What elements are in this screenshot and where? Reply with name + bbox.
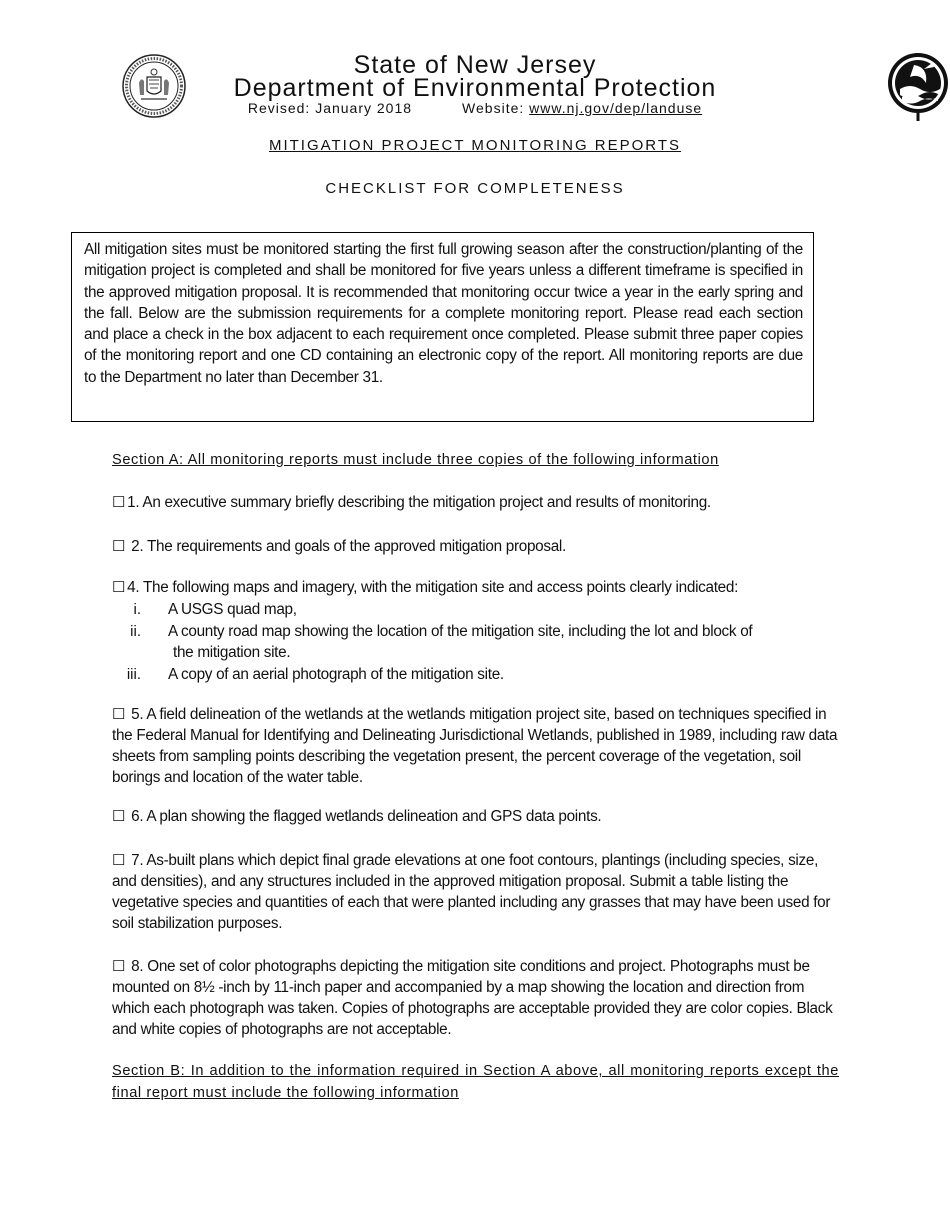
checkbox[interactable]: ☐ — [112, 494, 126, 511]
header-state: State of New Jersey — [353, 51, 597, 79]
subitem-text: A county road map showing the location of the mitigation site, including the lot and block of — [168, 623, 753, 640]
checklist-item-5 — [112, 704, 839, 788]
checklist-item-1 — [112, 492, 839, 513]
item-text: 4. The following maps and imagery, with the mitigation site and access points clearly indicated: — [127, 579, 739, 596]
header-department: Department of Environmental Protection — [233, 74, 717, 102]
document-title: MITIGATION PROJECT MONITORING REPORTS — [268, 137, 682, 154]
subitem-number: i. — [133, 601, 141, 618]
checkbox[interactable]: ☐ — [112, 808, 126, 825]
document-subtitle: CHECKLIST FOR COMPLETENESS — [325, 180, 625, 197]
header-meta — [190, 99, 760, 117]
intro-box: All mitigation sites must be monitored starting the first full growing season after the construction/planting of the mitigation project is completed and shall be monitored for five years unless a different timeframe is specified in the approved mitigation proposal. It is recommended that monitoring occur twice a year in the early spring and the fall. Below are the submission requirements for a complete monitoring report. Please read each section and place a check in the box adjacent to each requirement once completed. Please submit three paper copies of the monitoring report and one CD containing an electronic copy of the report. All monitoring reports are due to the Department no later than December 31. — [71, 232, 814, 422]
subitem-text: A USGS quad map, — [168, 601, 297, 618]
checklist-item-8 — [112, 956, 839, 1040]
website-link[interactable]: www.nj.gov/dep/landuse — [529, 100, 703, 116]
checklist-item-6 — [112, 806, 839, 827]
subitem-number: iii. — [126, 666, 141, 683]
revised-date: Revised: January 2018 — [247, 100, 413, 116]
item-text: 1. An executive summary briefly describing the mitigation project and results of monitoring. — [127, 494, 711, 511]
checkbox[interactable]: ☐ — [112, 958, 126, 975]
checklist-item-4 — [112, 577, 839, 598]
checkbox[interactable]: ☐ — [112, 706, 126, 723]
dep-logo-icon — [884, 51, 950, 123]
section-a-heading: Section A: All monitoring reports must include three copies of the following information — [112, 452, 719, 468]
checklist-item-2 — [112, 536, 839, 557]
website-label: Website: — [462, 100, 525, 116]
nj-state-seal-icon — [121, 53, 187, 119]
item-text: 7. As-built plans which depict final grade elevations at one foot contours, plantings (including species, size, and densities), and any structures included in the approved mitigation proposal. Submit a table listing the vegetative species and quantities of each that were planted including any grasses that may have been used for soil stabilization purposes. — [112, 852, 831, 932]
checkbox[interactable]: ☐ — [112, 852, 126, 869]
subitem-text-cont: the mitigation site. — [173, 644, 291, 661]
checkbox[interactable]: ☐ — [112, 538, 126, 555]
checkbox[interactable]: ☐ — [112, 579, 126, 596]
item-text: 2. The requirements and goals of the approved mitigation proposal. — [131, 538, 566, 555]
checklist-item-7 — [112, 850, 839, 934]
item-text: 6. A plan showing the flagged wetlands delineation and GPS data points. — [131, 808, 602, 825]
subitem-number: ii. — [130, 623, 141, 640]
section-b-heading: Section B: In addition to the information required in Section A above, all monitoring reports except the final report must include the following information — [112, 1063, 839, 1101]
item-text: 8. One set of color photographs depicting the mitigation site conditions and project. Photographs must be mounted on 8½ -inch by 11-inch paper and accompanied by a map showing the location and direction from which each photograph was taken. Copies of photographs are acceptable provided they are color copies. Black and white copies of photographs are not acceptable. — [112, 958, 833, 1038]
item-text: 5. A field delineation of the wetlands at the wetlands mitigation project site, based on techniques specified in the Federal Manual for Identifying and Delineating Jurisdictional Wetlands, published in 1989, including raw data sheets from sampling points describing the vegetation present, the percent coverage of the vegetation, soil borings and location of the water table. — [112, 706, 838, 786]
subitem-text: A copy of an aerial photograph of the mitigation site. — [168, 666, 504, 683]
